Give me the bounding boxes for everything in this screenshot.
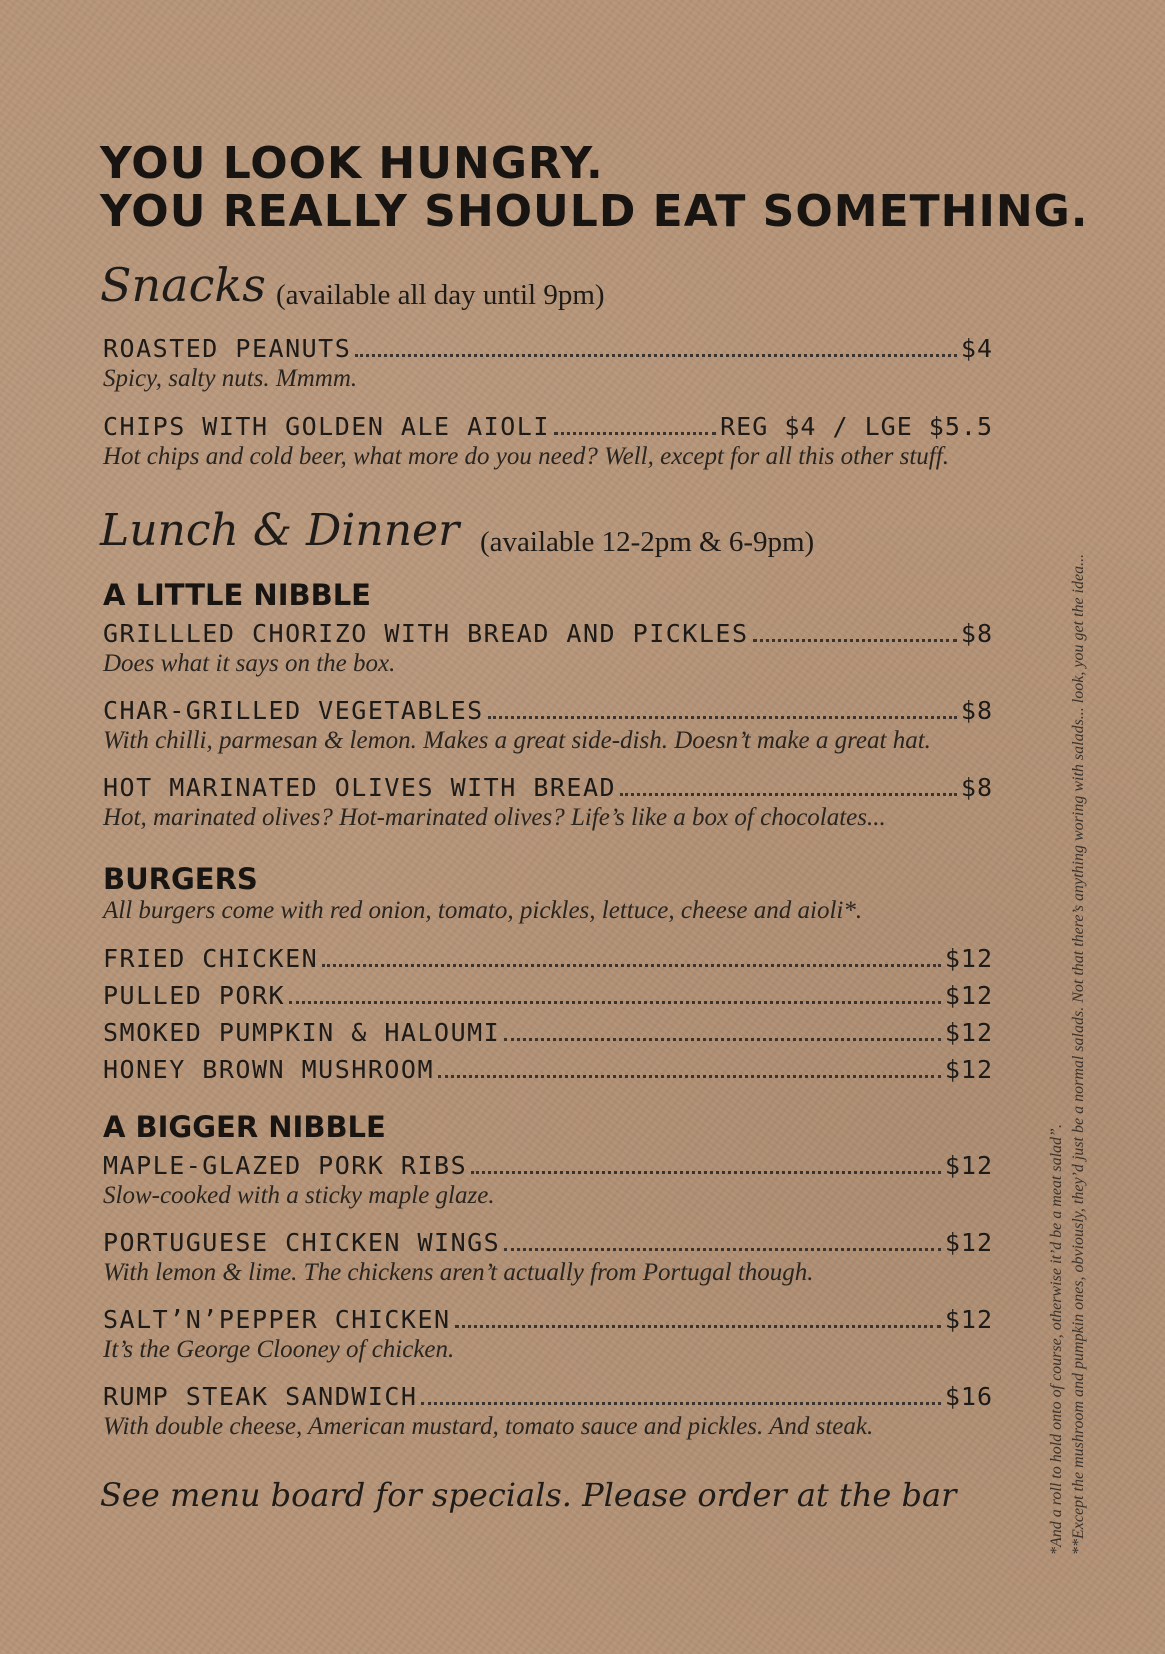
- heading-burgers: BURGERS: [103, 862, 258, 896]
- item-price: $8: [960, 696, 993, 725]
- side-notes: [1046, 554, 1090, 1555]
- leader-dots: [554, 432, 716, 435]
- item-description: With double cheese, American mustard, tomato sauce and pickles. And steak.: [103, 1413, 874, 1440]
- item-price: $12: [944, 1305, 993, 1334]
- leader-dots: [289, 1001, 941, 1004]
- lunch-dinner-availability: (available 12-2pm & 6-9pm): [480, 526, 815, 558]
- leader-dots: [504, 1248, 941, 1251]
- leader-dots: [438, 1075, 941, 1078]
- item-description: With lemon & lime. The chickens aren’t actually from Portugal though.: [103, 1259, 814, 1286]
- item-price: $12: [944, 1228, 993, 1257]
- leader-dots: [421, 1402, 940, 1405]
- snacks-availability: (available all day until 9pm): [276, 279, 605, 311]
- item-description: Slow-cooked with a sticky maple glaze.: [103, 1182, 495, 1209]
- item-name: RUMP STEAK SANDWICH: [103, 1382, 418, 1411]
- item-name: CHAR-GRILLED VEGETABLES: [103, 696, 484, 725]
- item-description: It’s the George Clooney of chicken.: [103, 1336, 455, 1363]
- leader-dots: [471, 1171, 941, 1174]
- item-description: With chilli, parmesan & lemon. Makes a great side-dish. Doesn’t make a great hat.: [103, 727, 931, 754]
- item-description: Spicy, salty nuts. Mmmm.: [103, 365, 358, 392]
- menu-item-saltnpepper-chicken: [103, 1305, 993, 1339]
- side-note-2: **Except the mushroom and pumpkin ones, obviously, they’d just be a normal salads. Not that there’s anything woring with salads... look, you get the idea...: [1070, 553, 1087, 1555]
- item-name: HOT MARINATED OLIVES WITH BREAD: [103, 773, 617, 802]
- item-name: MAPLE-GLAZED PORK RIBS: [103, 1151, 468, 1180]
- menu-item-chicken-wings: [103, 1228, 993, 1262]
- item-name: CHIPS WITH GOLDEN ALE AIOLI: [103, 412, 550, 441]
- item-price: $16: [944, 1382, 993, 1411]
- leader-dots: [620, 793, 957, 796]
- item-price: $12: [944, 1018, 993, 1047]
- side-note-1: *And a roll to hold onto of course, otherwise it’d be a meat salad”.: [1048, 1124, 1065, 1555]
- item-price: $12: [944, 944, 993, 973]
- item-name: HONEY BROWN MUSHROOM: [103, 1055, 435, 1084]
- item-price: $12: [944, 981, 993, 1010]
- footer-specials: See menu board for specials. Please order at the bar: [100, 1476, 957, 1514]
- item-price: REG $4 / LGE $5.5: [720, 412, 993, 441]
- menu-item-fried-chicken: [103, 944, 993, 978]
- item-description: Hot, marinated olives? Hot-marinated olives? Life’s like a box of chocolates...: [103, 804, 886, 831]
- leader-dots: [355, 354, 957, 357]
- item-name: PULLED PORK: [103, 981, 286, 1010]
- leader-dots: [753, 639, 957, 642]
- item-name: SALT’N’PEPPER CHICKEN: [103, 1305, 451, 1334]
- lunch-dinner-title: Lunch & Dinner: [100, 505, 460, 556]
- item-price: $8: [960, 619, 993, 648]
- item-name: SMOKED PUMPKIN & HALOUMI: [103, 1018, 501, 1047]
- snacks-title: Snacks: [100, 258, 266, 312]
- menu-item-rump-steak: [103, 1382, 993, 1416]
- leader-dots: [504, 1038, 941, 1041]
- menu-item-smoked-pumpkin: [103, 1018, 993, 1052]
- item-name: GRILLLED CHORIZO WITH BREAD AND PICKLES: [103, 619, 749, 648]
- item-name: ROASTED PEANUTS: [103, 334, 352, 363]
- item-name: PORTUGUESE CHICKEN WINGS: [103, 1228, 501, 1257]
- heading-little-nibble: A LITTLE NIBBLE: [103, 578, 371, 612]
- menu-item-olives: [103, 773, 993, 807]
- leader-dots: [488, 716, 957, 719]
- menu-item-pork-ribs: [103, 1151, 993, 1185]
- menu-item-vegetables: [103, 696, 993, 730]
- item-description: Hot chips and cold beer, what more do you need? Well, except for all this other stuff.: [103, 443, 949, 470]
- heading-bigger-nibble: A BIGGER NIBBLE: [103, 1110, 386, 1144]
- leader-dots: [455, 1325, 941, 1328]
- item-description: Does what it says on the box.: [103, 650, 396, 677]
- menu-item-roasted-peanuts: [103, 334, 993, 368]
- item-price: $12: [944, 1055, 993, 1084]
- menu-item-chips: [103, 412, 993, 446]
- burgers-note: All burgers come with red onion, tomato, pickles, lettuce, cheese and aioli*.: [103, 897, 863, 924]
- headline-line-1: YOU LOOK HUNGRY.: [100, 138, 604, 189]
- headline-line-2: YOU REALLY SHOULD EAT SOMETHING.: [100, 186, 1089, 237]
- menu-item-chorizo: [103, 619, 993, 653]
- menu-item-pulled-pork: [103, 981, 993, 1015]
- item-price: $12: [944, 1151, 993, 1180]
- item-name: FRIED CHICKEN: [103, 944, 319, 973]
- leader-dots: [322, 964, 941, 967]
- item-price: $4: [960, 334, 993, 363]
- menu-item-honey-mushroom: [103, 1055, 993, 1089]
- item-price: $8: [960, 773, 993, 802]
